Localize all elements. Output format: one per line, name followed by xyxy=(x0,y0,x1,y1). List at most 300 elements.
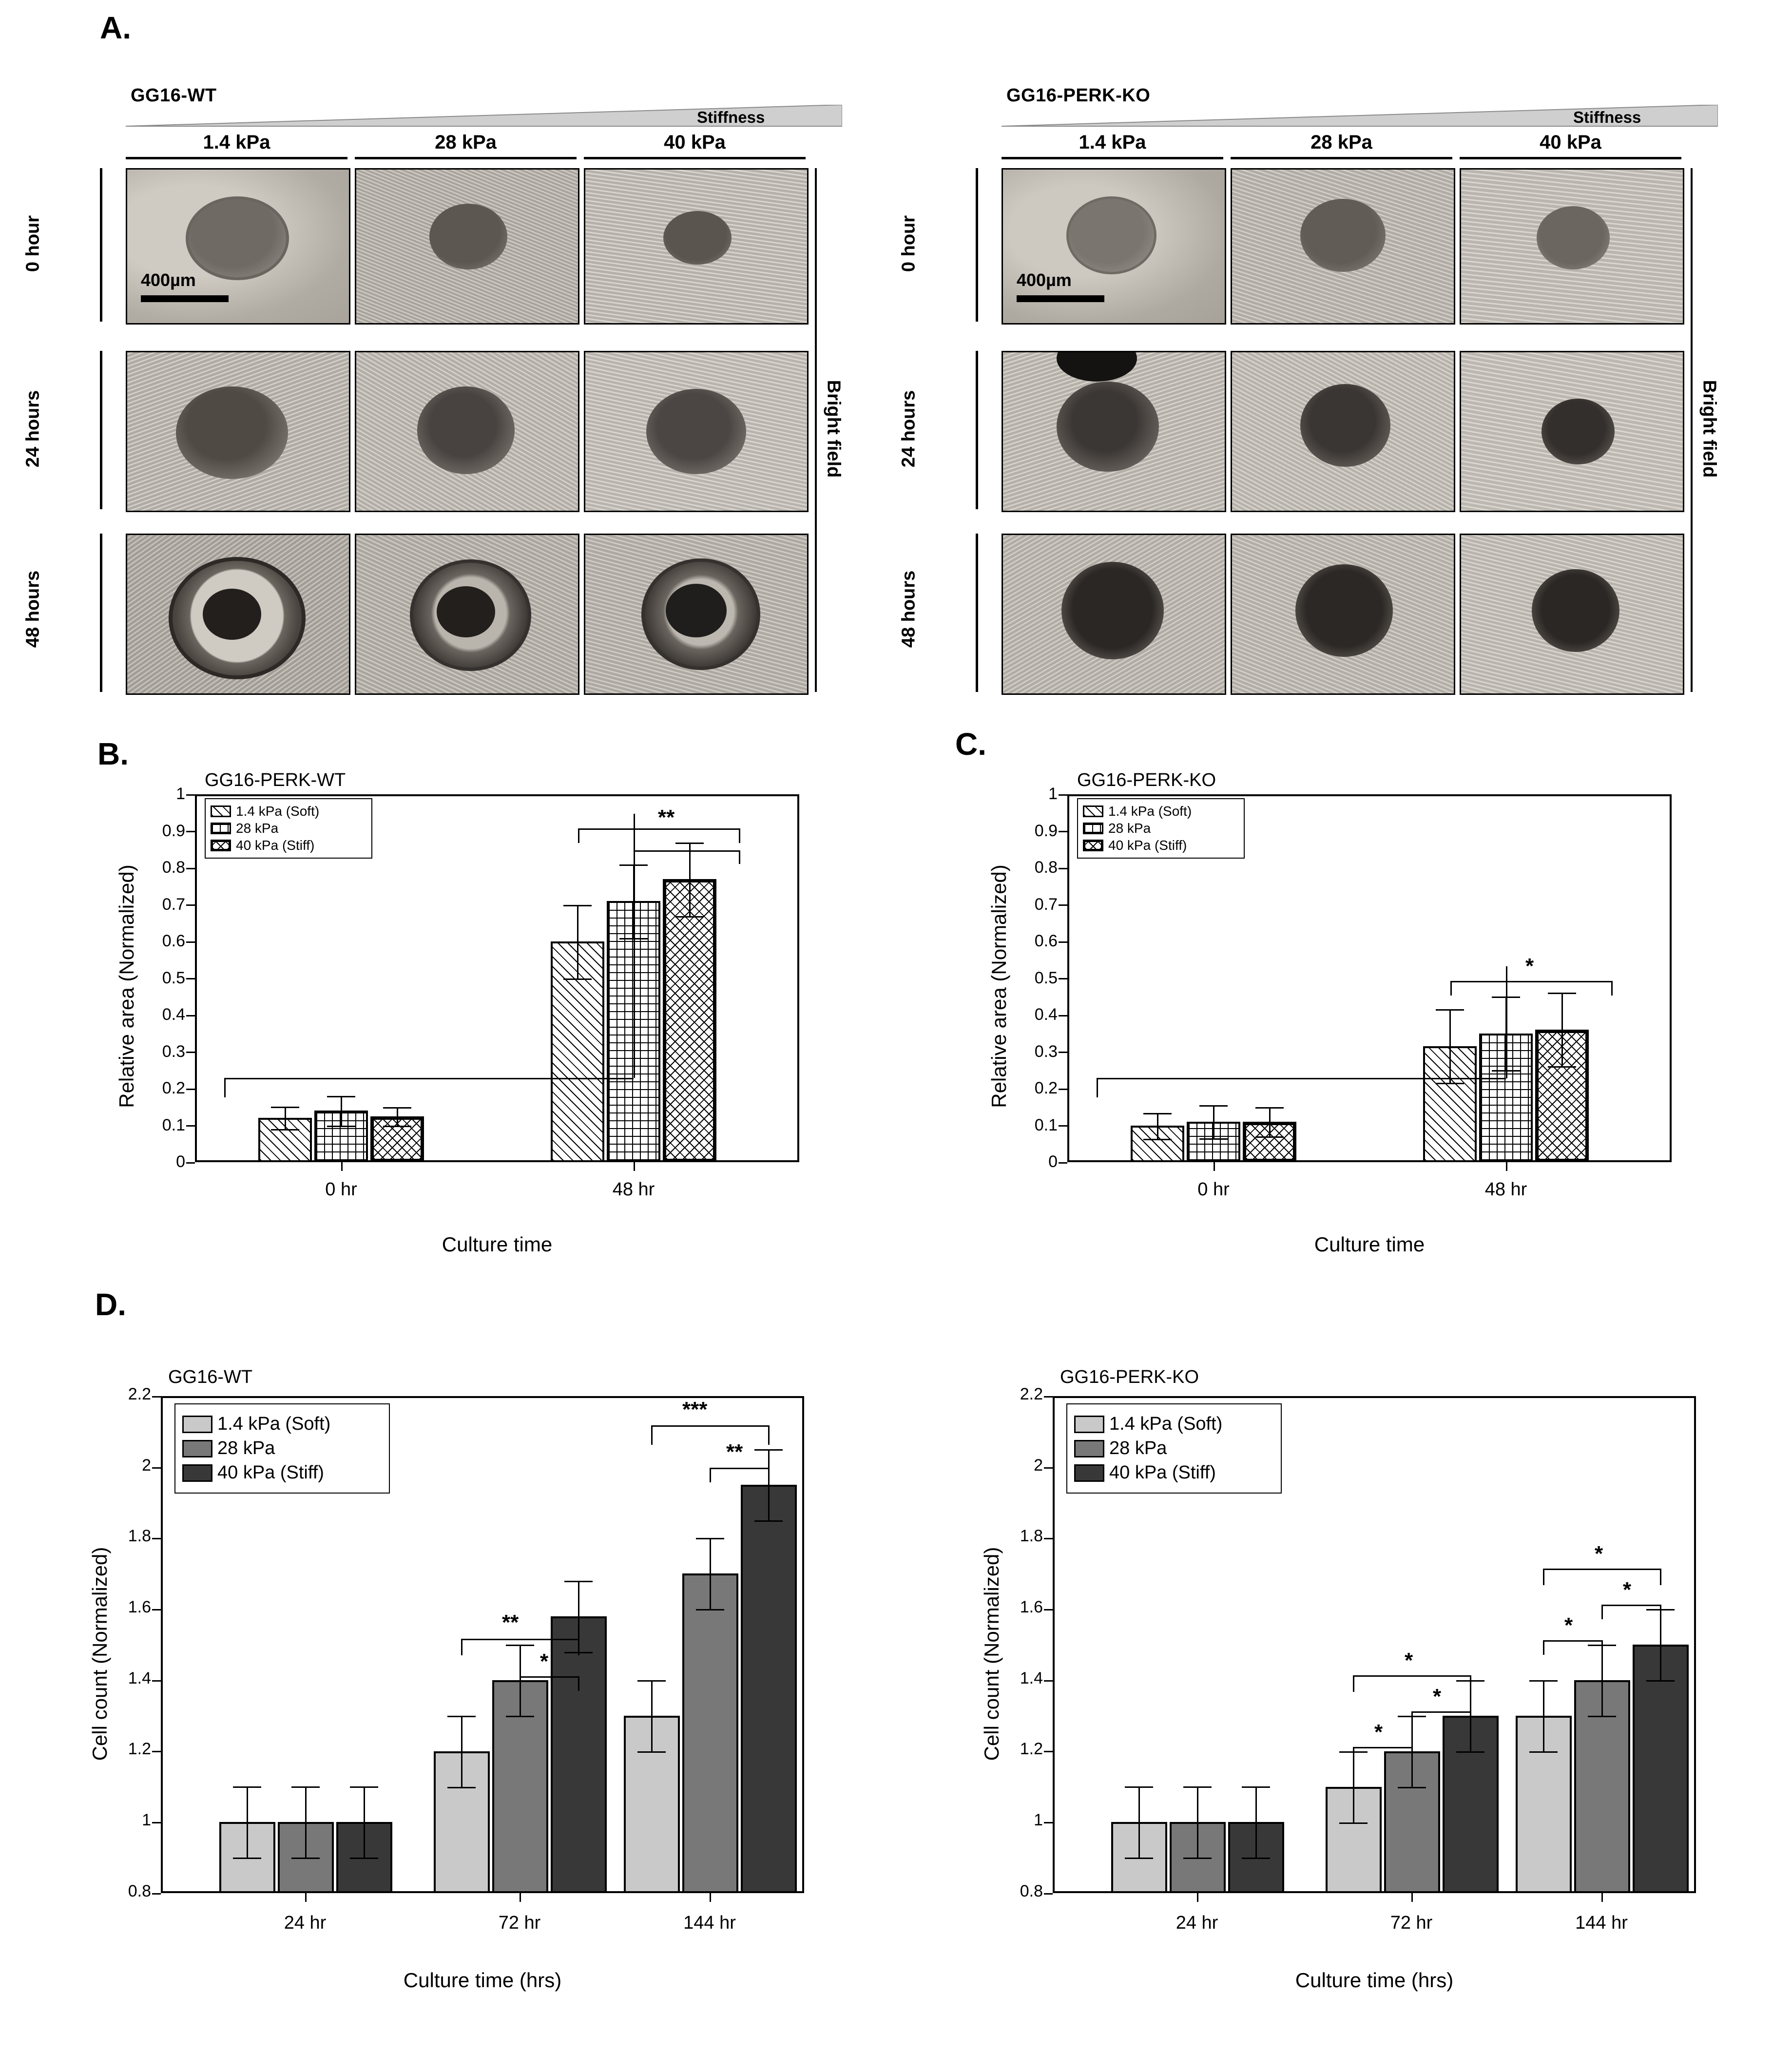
errcap-72hr-28kpa-top xyxy=(506,1645,534,1646)
err-0hr-stiff xyxy=(1269,1107,1271,1136)
errcap-0hr-soft-bot xyxy=(1143,1139,1172,1140)
bright-field-label-left: Bright field xyxy=(823,380,844,478)
legend-swatch-soft xyxy=(211,805,231,817)
sig-d-left-144-inner-l xyxy=(710,1468,711,1482)
errcap-0hr-stiff-top xyxy=(383,1107,411,1109)
sig-star-d-right-2: * xyxy=(1405,1648,1413,1672)
micrograph-left-24hr-28kpa xyxy=(355,351,579,512)
panel-d-left-xtick-1: 72 hr xyxy=(498,1913,541,1933)
errcap-48hr-stiff-top xyxy=(675,843,704,844)
errcap-72hr-28kpa-bot xyxy=(506,1716,534,1717)
panel-a-right-condition-title: GG16-PERK-KO xyxy=(1006,85,1151,106)
errcap-24hr-soft-top xyxy=(1125,1786,1153,1788)
sig-star-d-right-3: * xyxy=(1564,1613,1573,1637)
panel-b-ytickmark-2 xyxy=(186,1089,195,1090)
bar-48hr-stiff xyxy=(663,879,716,1162)
sig-d-left-72-inner xyxy=(520,1676,578,1678)
errcap-24hr-soft-bot xyxy=(233,1858,261,1859)
panel-d-right-ytick-0: 0.8 xyxy=(1020,1882,1043,1900)
sig-d-right-72-b xyxy=(1411,1711,1470,1713)
sig-d-right-72-c-l xyxy=(1353,1675,1354,1692)
err-144hr-stiff xyxy=(768,1449,770,1520)
panel-c-ytickmark-1 xyxy=(1059,1125,1067,1127)
micrograph-right-24hr-40kpa xyxy=(1460,351,1684,512)
panel-c-ytickmark-9 xyxy=(1059,831,1067,832)
panel-d-left-xtick-0: 24 hr xyxy=(284,1913,327,1933)
micrograph-left-24hr-40kpa xyxy=(584,351,809,512)
legend-label-stiff: 40 kPa (Stiff) xyxy=(236,838,315,853)
panel-d-right-ytickmark-0 xyxy=(1044,1893,1053,1895)
panel-b-ytick-5: 0.5 xyxy=(162,969,185,987)
panel-d-left-ytickmark-2 xyxy=(152,1751,161,1752)
panel-b-ytickmark-4 xyxy=(186,1015,195,1016)
sig-star-c-0: * xyxy=(1525,954,1534,978)
panel-d-left-ytick-3: 1.4 xyxy=(128,1669,151,1687)
legend-label-soft: 1.4 kPa (Soft) xyxy=(236,804,320,819)
panel-d-right-y-axis-title: Cell count (Normalized) xyxy=(980,1547,1003,1761)
panel-d-left-ytickmark-5 xyxy=(152,1538,161,1539)
panel-d-right-xtick-0: 24 hr xyxy=(1175,1913,1218,1933)
column-label-left-1: 28 kPa xyxy=(435,132,497,153)
column-rule-right-2 xyxy=(1460,157,1681,159)
errcap-144hr-soft-bot xyxy=(637,1751,666,1753)
errcap-24hr-28kpa-bot xyxy=(291,1858,320,1859)
panel-d-left-ytickmark-0 xyxy=(152,1893,161,1895)
legend-swatch-stiff xyxy=(182,1464,212,1482)
panel-d-left-ytickmark-7 xyxy=(152,1396,161,1398)
errcap-0hr-28kpa-top xyxy=(327,1096,355,1097)
sig-bracket-c-groups-right xyxy=(1506,966,1507,1078)
row-label-left-1: 24 hours xyxy=(22,390,43,468)
panel-b-ytick-4: 0.4 xyxy=(162,1005,185,1024)
err-48hr-stiff xyxy=(1561,993,1563,1066)
column-rule-left-0 xyxy=(126,157,347,159)
err-0hr-28kpa xyxy=(1213,1105,1214,1138)
err-24hr-soft xyxy=(247,1786,248,1858)
sig-star-d-right-5: * xyxy=(1595,1542,1603,1566)
legend-label-28kpa: 28 kPa xyxy=(217,1438,275,1458)
row-rule-left-2 xyxy=(100,534,102,692)
row-rule-left-0 xyxy=(100,168,102,322)
panel-b-ytickmark-10 xyxy=(186,794,195,796)
sig-d-right-72-c-r xyxy=(1470,1675,1471,1692)
panel-d-right-ytick-1: 1 xyxy=(1034,1811,1043,1829)
sig-d-left-144-inner-r xyxy=(768,1468,770,1482)
errcap-72hr-soft-top xyxy=(447,1716,476,1717)
panel-b-xtick-1: 48 hr xyxy=(612,1179,655,1200)
panel-d-right-ytickmark-5 xyxy=(1044,1538,1053,1539)
errcap-48hr-soft-bot xyxy=(563,978,592,980)
panel-c-ytick-5: 0.5 xyxy=(1034,969,1058,987)
panel-d-right-ytickmark-3 xyxy=(1044,1680,1053,1682)
sig-d-right-72-a-r xyxy=(1411,1747,1413,1762)
panel-b-ytick-7: 0.7 xyxy=(162,895,185,914)
bar-144hr-stiff xyxy=(1633,1645,1689,1893)
legend-swatch-soft xyxy=(1083,805,1103,817)
sig-d-left-72-inner-l xyxy=(520,1676,521,1691)
panel-letter-c: C. xyxy=(955,727,986,762)
legend-item-0 xyxy=(211,804,366,819)
err-0hr-28kpa xyxy=(341,1096,342,1126)
panel-d-right-ytick-5: 1.8 xyxy=(1020,1527,1043,1545)
legend-label-stiff: 40 kPa (Stiff) xyxy=(217,1462,324,1483)
sig-d-right-72-a-l xyxy=(1353,1747,1354,1762)
panel-b-ytick-10: 1 xyxy=(176,785,185,803)
panel-d-left-xtickmark-2 xyxy=(710,1893,711,1902)
panel-b-ytick-9: 0.9 xyxy=(162,822,185,840)
panel-d-left-legend xyxy=(174,1403,390,1494)
panel-b-ytickmark-1 xyxy=(186,1125,195,1127)
sig-star-d-right-4: * xyxy=(1623,1578,1632,1602)
panel-c-ytickmark-8 xyxy=(1059,868,1067,869)
legend-swatch-28kpa xyxy=(1074,1440,1104,1457)
legend-label-soft: 1.4 kPa (Soft) xyxy=(1108,804,1192,819)
legend-swatch-28kpa xyxy=(1083,823,1103,834)
panel-d-right-ytickmark-1 xyxy=(1044,1822,1053,1823)
panel-letter-a: A. xyxy=(100,10,131,45)
panel-d-right-xtickmark-1 xyxy=(1411,1893,1413,1902)
err-144hr-stiff xyxy=(1660,1609,1661,1680)
panel-d-right-legend xyxy=(1066,1403,1282,1494)
panel-c-ytick-9: 0.9 xyxy=(1034,822,1058,840)
row-rule-right-1 xyxy=(976,351,978,509)
errcap-72hr-soft-bot xyxy=(1339,1822,1368,1824)
err-144hr-soft xyxy=(1543,1680,1544,1751)
err-144hr-28kpa xyxy=(710,1538,711,1609)
panel-d-right-ytickmark-2 xyxy=(1044,1751,1053,1752)
panel-d-left-ytickmark-6 xyxy=(152,1467,161,1469)
sig-bracket-b-48hr-outer-right xyxy=(739,828,740,843)
sig-d-left-144-outer-r xyxy=(768,1425,770,1445)
sig-d-right-72-c xyxy=(1353,1675,1470,1677)
err-0hr-soft xyxy=(1157,1113,1158,1139)
panel-d-left-ytickmark-1 xyxy=(152,1822,161,1823)
row-rule-left-1 xyxy=(100,351,102,509)
sig-d-left-144-inner xyxy=(710,1468,768,1469)
panel-b-xtickmark-1 xyxy=(634,1162,635,1171)
sig-bracket-b-48hr-inner-right xyxy=(739,850,740,864)
legend-label-28kpa: 28 kPa xyxy=(1109,1438,1167,1458)
panel-d-left-ytick-6: 2 xyxy=(142,1456,151,1475)
sig-d-right-144-c xyxy=(1543,1569,1660,1570)
panel-letter-d: D. xyxy=(95,1287,126,1322)
legend-swatch-stiff xyxy=(211,840,231,851)
panel-c-xtick-1: 48 hr xyxy=(1484,1179,1527,1200)
sig-bracket-c-48hr-left xyxy=(1450,981,1452,996)
legend-label-stiff: 40 kPa (Stiff) xyxy=(1109,1462,1216,1483)
sig-d-left-72-outer-l xyxy=(461,1639,462,1655)
panel-a-left-condition-title: GG16-WT xyxy=(131,85,217,106)
stiffness-label-left: Stiffness xyxy=(697,108,765,126)
panel-d-left-ytickmark-4 xyxy=(152,1609,161,1610)
panel-d-right-ytick-7: 2.2 xyxy=(1020,1385,1043,1403)
legend-label-soft: 1.4 kPa (Soft) xyxy=(1109,1414,1223,1434)
panel-d-right-ytick-6: 2 xyxy=(1034,1456,1043,1475)
sig-star-b-1: ** xyxy=(658,805,675,829)
column-label-right-1: 28 kPa xyxy=(1310,132,1372,153)
panel-b-chart xyxy=(0,750,877,1277)
panel-b-ytick-1: 0.1 xyxy=(162,1116,185,1134)
panel-c-title: GG16-PERK-KO xyxy=(1077,770,1216,790)
errcap-0hr-soft-top xyxy=(1143,1113,1172,1114)
panel-b-ytickmark-7 xyxy=(186,904,195,906)
panel-d-left-y-axis-title: Cell count (Normalized) xyxy=(88,1547,111,1761)
panel-b-y-axis-title: Relative area (Normalized) xyxy=(115,864,138,1108)
legend-item-1 xyxy=(182,1438,382,1459)
sig-d-right-144-c-r xyxy=(1660,1569,1661,1585)
errcap-24hr-stiff-top xyxy=(1242,1786,1270,1788)
column-label-right-2: 40 kPa xyxy=(1540,132,1601,153)
errcap-72hr-soft-bot xyxy=(447,1787,476,1788)
legend-item-2 xyxy=(182,1462,382,1483)
micrograph-left-0hr-28kpa xyxy=(355,168,579,325)
column-rule-left-1 xyxy=(355,157,577,159)
errcap-144hr-stiff-bot xyxy=(1646,1680,1675,1682)
legend-label-28kpa: 28 kPa xyxy=(1108,821,1151,836)
micrograph-right-48hr-1.4kpa xyxy=(1002,534,1226,695)
errcap-24hr-28kpa-bot xyxy=(1183,1858,1212,1859)
panel-d-right-xtickmark-2 xyxy=(1601,1893,1603,1902)
row-label-right-1: 24 hours xyxy=(898,390,919,468)
panel-b-xtickmark-0 xyxy=(341,1162,343,1171)
panel-d-left-x-axis-title: Culture time (hrs) xyxy=(403,1969,562,1992)
panel-b-ytick-0: 0 xyxy=(176,1152,185,1171)
err-24hr-28kpa xyxy=(1197,1786,1198,1858)
bar-144hr-28kpa xyxy=(682,1573,738,1893)
panel-d-right-ytick-4: 1.6 xyxy=(1020,1598,1043,1616)
panel-d-left-ytick-0: 0.8 xyxy=(128,1882,151,1900)
column-label-left-2: 40 kPa xyxy=(664,132,726,153)
errcap-0hr-28kpa-bot xyxy=(327,1126,355,1127)
sig-d-right-72-b-l xyxy=(1411,1711,1413,1726)
errcap-0hr-soft-bot xyxy=(271,1129,299,1131)
sig-star-d-left-0: ** xyxy=(502,1610,519,1634)
micrograph-left-48hr-1.4kpa xyxy=(126,534,350,695)
panel-b-legend xyxy=(205,798,372,859)
column-label-left-0: 1.4 kPa xyxy=(203,132,270,153)
sig-bracket-b-48hr-inner xyxy=(634,850,739,852)
errcap-24hr-28kpa-top xyxy=(1183,1786,1212,1788)
micrograph-right-24hr-1.4kpa xyxy=(1002,351,1226,512)
panel-d-right-xtick-1: 72 hr xyxy=(1390,1913,1433,1933)
sig-d-right-144-b-l xyxy=(1601,1605,1603,1619)
errcap-0hr-stiff-bot xyxy=(1255,1136,1284,1138)
bright-field-label-right: Bright field xyxy=(1699,380,1720,478)
errcap-48hr-stiff-bot xyxy=(1548,1066,1576,1068)
panel-a-microscopy xyxy=(0,0,1792,716)
panel-b-ytick-6: 0.6 xyxy=(162,932,185,950)
micrograph-right-48hr-28kpa xyxy=(1231,534,1455,695)
errcap-48hr-stiff-bot xyxy=(675,916,704,918)
err-72hr-soft xyxy=(1353,1751,1354,1822)
row-label-right-0: 0 hour xyxy=(898,215,919,272)
row-rule-right-2 xyxy=(976,534,978,692)
panel-c-y-axis-title: Relative area (Normalized) xyxy=(987,864,1010,1108)
micrograph-left-24hr-1.4kpa xyxy=(126,351,350,512)
sig-bracket-c-groups-left xyxy=(1097,1078,1098,1097)
sig-bracket-c-groups xyxy=(1097,1078,1506,1079)
bright-field-rule-right xyxy=(1691,168,1693,692)
sig-bracket-c-48hr-right xyxy=(1611,981,1613,996)
legend-swatch-28kpa xyxy=(182,1440,212,1457)
sig-star-d-right-0: * xyxy=(1374,1720,1383,1744)
errcap-24hr-soft-top xyxy=(233,1786,261,1788)
errcap-144hr-stiff-top xyxy=(754,1449,783,1451)
err-144hr-28kpa xyxy=(1601,1645,1603,1716)
micrograph-left-0hr-1.4kpa xyxy=(126,168,350,325)
err-144hr-soft xyxy=(651,1680,653,1751)
errcap-0hr-28kpa-bot xyxy=(1199,1138,1228,1140)
legend-item-0 xyxy=(1083,804,1239,819)
sig-d-right-144-c-l xyxy=(1543,1569,1544,1585)
errcap-144hr-28kpa-top xyxy=(696,1538,724,1539)
panel-d-right-ytick-2: 1.2 xyxy=(1020,1740,1043,1758)
errcap-144hr-soft-top xyxy=(1529,1680,1558,1682)
micrograph-right-0hr-28kpa xyxy=(1231,168,1455,325)
panel-b-ytick-2: 0.2 xyxy=(162,1079,185,1097)
sig-star-d-left-2: *** xyxy=(682,1398,708,1421)
legend-swatch-soft xyxy=(1074,1416,1104,1433)
panel-c-ytick-2: 0.2 xyxy=(1034,1079,1058,1097)
panel-d-left-xtickmark-0 xyxy=(305,1893,307,1902)
sig-d-right-72-a xyxy=(1353,1747,1411,1748)
micrograph-right-0hr-1.4kpa xyxy=(1002,168,1226,325)
panel-c-ytickmark-0 xyxy=(1059,1162,1067,1164)
panel-b-ytickmark-5 xyxy=(186,978,195,979)
panel-c-ytick-7: 0.7 xyxy=(1034,895,1058,914)
panel-b-ytick-3: 0.3 xyxy=(162,1042,185,1061)
panel-c-legend xyxy=(1077,798,1245,859)
errcap-144hr-28kpa-bot xyxy=(696,1609,724,1610)
errcap-48hr-stiff-top xyxy=(1548,993,1576,994)
row-label-right-2: 48 hours xyxy=(898,570,919,648)
panel-b-ytickmark-3 xyxy=(186,1052,195,1053)
errcap-0hr-28kpa-top xyxy=(1199,1105,1228,1107)
errcap-72hr-28kpa-bot xyxy=(1398,1787,1426,1788)
bar-144hr-stiff xyxy=(741,1485,797,1893)
panel-b-ytickmark-0 xyxy=(186,1162,195,1164)
panel-c-ytickmark-3 xyxy=(1059,1052,1067,1053)
panel-d-right-ytickmark-4 xyxy=(1044,1609,1053,1610)
errcap-72hr-stiff-bot xyxy=(1456,1751,1484,1753)
err-72hr-soft xyxy=(461,1716,462,1787)
panel-b-ytickmark-8 xyxy=(186,868,195,869)
panel-d-left-ytick-2: 1.2 xyxy=(128,1740,151,1758)
panel-b-xtick-0: 0 hr xyxy=(325,1179,357,1200)
panel-c-ytick-1: 0.1 xyxy=(1034,1116,1058,1134)
panel-d-right-xtick-2: 144 hr xyxy=(1575,1913,1628,1933)
legend-label-28kpa: 28 kPa xyxy=(236,821,279,836)
bar-72hr-stiff xyxy=(551,1616,607,1893)
scalebar-left xyxy=(141,295,229,302)
panel-d-left-chart xyxy=(0,1340,877,2047)
sig-d-right-144-b-r xyxy=(1660,1605,1661,1619)
errcap-0hr-stiff-bot xyxy=(383,1126,411,1127)
err-24hr-stiff xyxy=(364,1786,365,1858)
panel-b-x-axis-title: Culture time xyxy=(442,1233,553,1256)
err-48hr-soft xyxy=(1449,1009,1451,1083)
micrograph-right-24hr-28kpa xyxy=(1231,351,1455,512)
sig-d-right-144-a-l xyxy=(1543,1640,1544,1655)
panel-c-xtickmark-0 xyxy=(1214,1162,1215,1171)
legend-label-soft: 1.4 kPa (Soft) xyxy=(217,1414,331,1434)
panel-d-right-xtickmark-0 xyxy=(1197,1893,1198,1902)
sig-bracket-b-groups xyxy=(224,1078,634,1079)
sig-d-left-72-outer xyxy=(461,1639,578,1640)
panel-c-chart xyxy=(872,750,1750,1277)
err-24hr-stiff xyxy=(1255,1786,1257,1858)
panel-b-title: GG16-PERK-WT xyxy=(205,770,346,790)
sig-star-d-right-1: * xyxy=(1433,1685,1442,1708)
row-rule-right-0 xyxy=(976,168,978,322)
sig-d-right-72-b-r xyxy=(1470,1711,1471,1726)
panel-d-right-chart xyxy=(892,1340,1769,2047)
sig-d-right-144-a xyxy=(1543,1640,1601,1642)
sig-d-left-72-outer-r xyxy=(578,1639,579,1655)
sig-d-right-144-b xyxy=(1601,1605,1660,1606)
row-label-left-0: 0 hour xyxy=(22,215,43,272)
sig-bracket-b-48hr-outer-left xyxy=(578,828,579,843)
micrograph-right-0hr-40kpa xyxy=(1460,168,1684,325)
legend-item-1 xyxy=(1083,821,1239,836)
err-48hr-soft xyxy=(577,905,578,978)
errcap-48hr-soft-top xyxy=(563,905,592,906)
column-rule-right-0 xyxy=(1002,157,1223,159)
panel-c-ytickmark-10 xyxy=(1059,794,1067,796)
errcap-24hr-28kpa-top xyxy=(291,1786,320,1788)
row-label-left-2: 48 hours xyxy=(22,570,43,648)
panel-c-ytickmark-4 xyxy=(1059,1015,1067,1016)
panel-d-left-ytickmark-3 xyxy=(152,1680,161,1682)
sig-d-left-144-outer xyxy=(651,1425,768,1427)
panel-c-ytickmark-5 xyxy=(1059,978,1067,979)
panel-d-right-title: GG16-PERK-KO xyxy=(1060,1367,1199,1387)
panel-b-ytickmark-6 xyxy=(186,941,195,943)
panel-c-ytick-4: 0.4 xyxy=(1034,1005,1058,1024)
errcap-144hr-soft-bot xyxy=(1529,1751,1558,1753)
sig-bracket-c-48hr xyxy=(1450,981,1611,982)
panel-c-ytickmark-2 xyxy=(1059,1089,1067,1090)
sig-bracket-b-groups-left xyxy=(224,1078,226,1097)
panel-c-ytick-10: 1 xyxy=(1048,785,1058,803)
errcap-48hr-soft-top xyxy=(1436,1009,1464,1011)
legend-item-2 xyxy=(1083,838,1239,853)
bright-field-rule-left xyxy=(815,168,817,692)
sig-d-left-144-outer-l xyxy=(651,1425,653,1445)
errcap-24hr-stiff-top xyxy=(350,1786,378,1788)
legend-item-2 xyxy=(1074,1462,1274,1483)
panel-c-ytick-6: 0.6 xyxy=(1034,932,1058,950)
panel-b-ytick-8: 0.8 xyxy=(162,858,185,877)
panel-d-right-x-axis-title: Culture time (hrs) xyxy=(1295,1969,1454,1992)
err-0hr-stiff xyxy=(397,1107,398,1126)
errcap-48hr-soft-bot xyxy=(1436,1083,1464,1084)
sig-d-left-72-inner-r xyxy=(578,1676,579,1691)
errcap-144hr-stiff-bot xyxy=(754,1520,783,1522)
legend-swatch-28kpa xyxy=(211,823,231,834)
micrograph-left-48hr-40kpa xyxy=(584,534,809,695)
scalebar-label-left: 400µm xyxy=(141,270,196,290)
legend-swatch-stiff xyxy=(1083,840,1103,851)
column-rule-right-1 xyxy=(1231,157,1452,159)
panel-d-left-xtick-2: 144 hr xyxy=(683,1913,736,1933)
scalebar-label-right: 400µm xyxy=(1017,270,1072,290)
panel-d-left-ytick-1: 1 xyxy=(142,1811,151,1829)
micrograph-right-48hr-40kpa xyxy=(1460,534,1684,695)
err-24hr-soft xyxy=(1138,1786,1140,1858)
panel-d-right-ytickmark-7 xyxy=(1044,1396,1053,1398)
panel-c-xtick-0: 0 hr xyxy=(1197,1179,1230,1200)
